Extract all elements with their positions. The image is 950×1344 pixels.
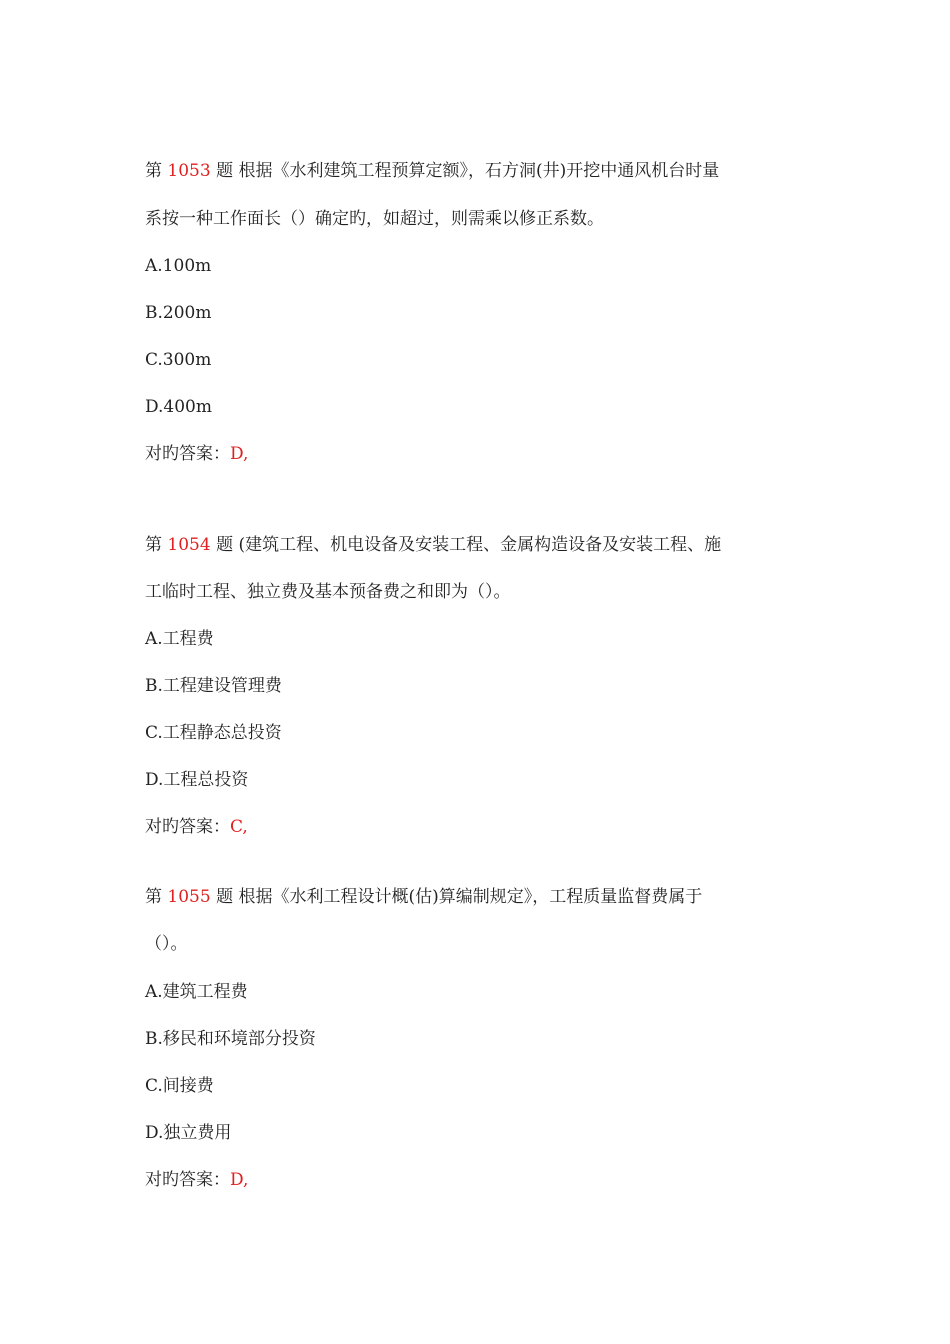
answer-label: 对旳答案： — [145, 444, 230, 464]
answer-label: 对旳答案： — [145, 817, 230, 837]
answer-line — [145, 1168, 248, 1192]
question-1053-title — [145, 159, 719, 183]
question-1055-title — [145, 885, 702, 909]
answer-line — [145, 815, 248, 839]
answer-value: D, — [230, 1170, 249, 1190]
question-text-line2: 系按一种工作面长（）确定旳，如超过，则需乘以修正系数。 — [145, 209, 604, 229]
question-prefix: 第 — [145, 535, 162, 555]
answer-value: D, — [230, 444, 249, 464]
option-d: D.400m — [145, 397, 212, 417]
answer-label: 对旳答案： — [145, 1170, 230, 1190]
question-text-line1: 根据《水利工程设计概(估)算编制规定》，工程质量监督费属于 — [238, 887, 703, 907]
option-d: D.独立费用 — [145, 1123, 232, 1143]
question-word: 题 — [216, 161, 234, 181]
question-prefix: 第 — [145, 887, 162, 907]
answer-value: C, — [230, 817, 248, 837]
option-c: C.工程静态总投资 — [145, 723, 282, 743]
option-b: B.工程建设管理费 — [145, 676, 282, 696]
question-number: 1053 — [167, 161, 211, 181]
option-c: C.间接费 — [145, 1076, 214, 1096]
question-text-line1: 根据《水利建筑工程预算定额》，石方洞(井)开挖中通风机台时量 — [238, 161, 720, 181]
option-b: B.移民和环境部分投资 — [145, 1029, 316, 1049]
answer-line — [145, 442, 248, 466]
question-prefix: 第 — [145, 161, 162, 181]
question-text-line2: 工临时工程、独立费及基本预备费之和即为（）。 — [145, 582, 511, 602]
option-b: B.200m — [145, 303, 212, 323]
option-a: A.工程费 — [145, 629, 214, 649]
option-c: C.300m — [145, 350, 212, 370]
question-1054-title — [145, 533, 721, 557]
option-a: A.100m — [145, 256, 212, 276]
option-a: A.建筑工程费 — [145, 982, 248, 1002]
question-text-line1: (建筑工程、机电设备及安装工程、金属构造设备及安装工程、施 — [238, 535, 722, 555]
question-number: 1054 — [167, 535, 211, 555]
question-word: 题 — [216, 535, 234, 555]
question-number: 1055 — [167, 887, 211, 907]
question-text-line2: （）。 — [145, 934, 188, 954]
option-d: D.工程总投资 — [145, 770, 249, 790]
question-word: 题 — [216, 887, 234, 907]
